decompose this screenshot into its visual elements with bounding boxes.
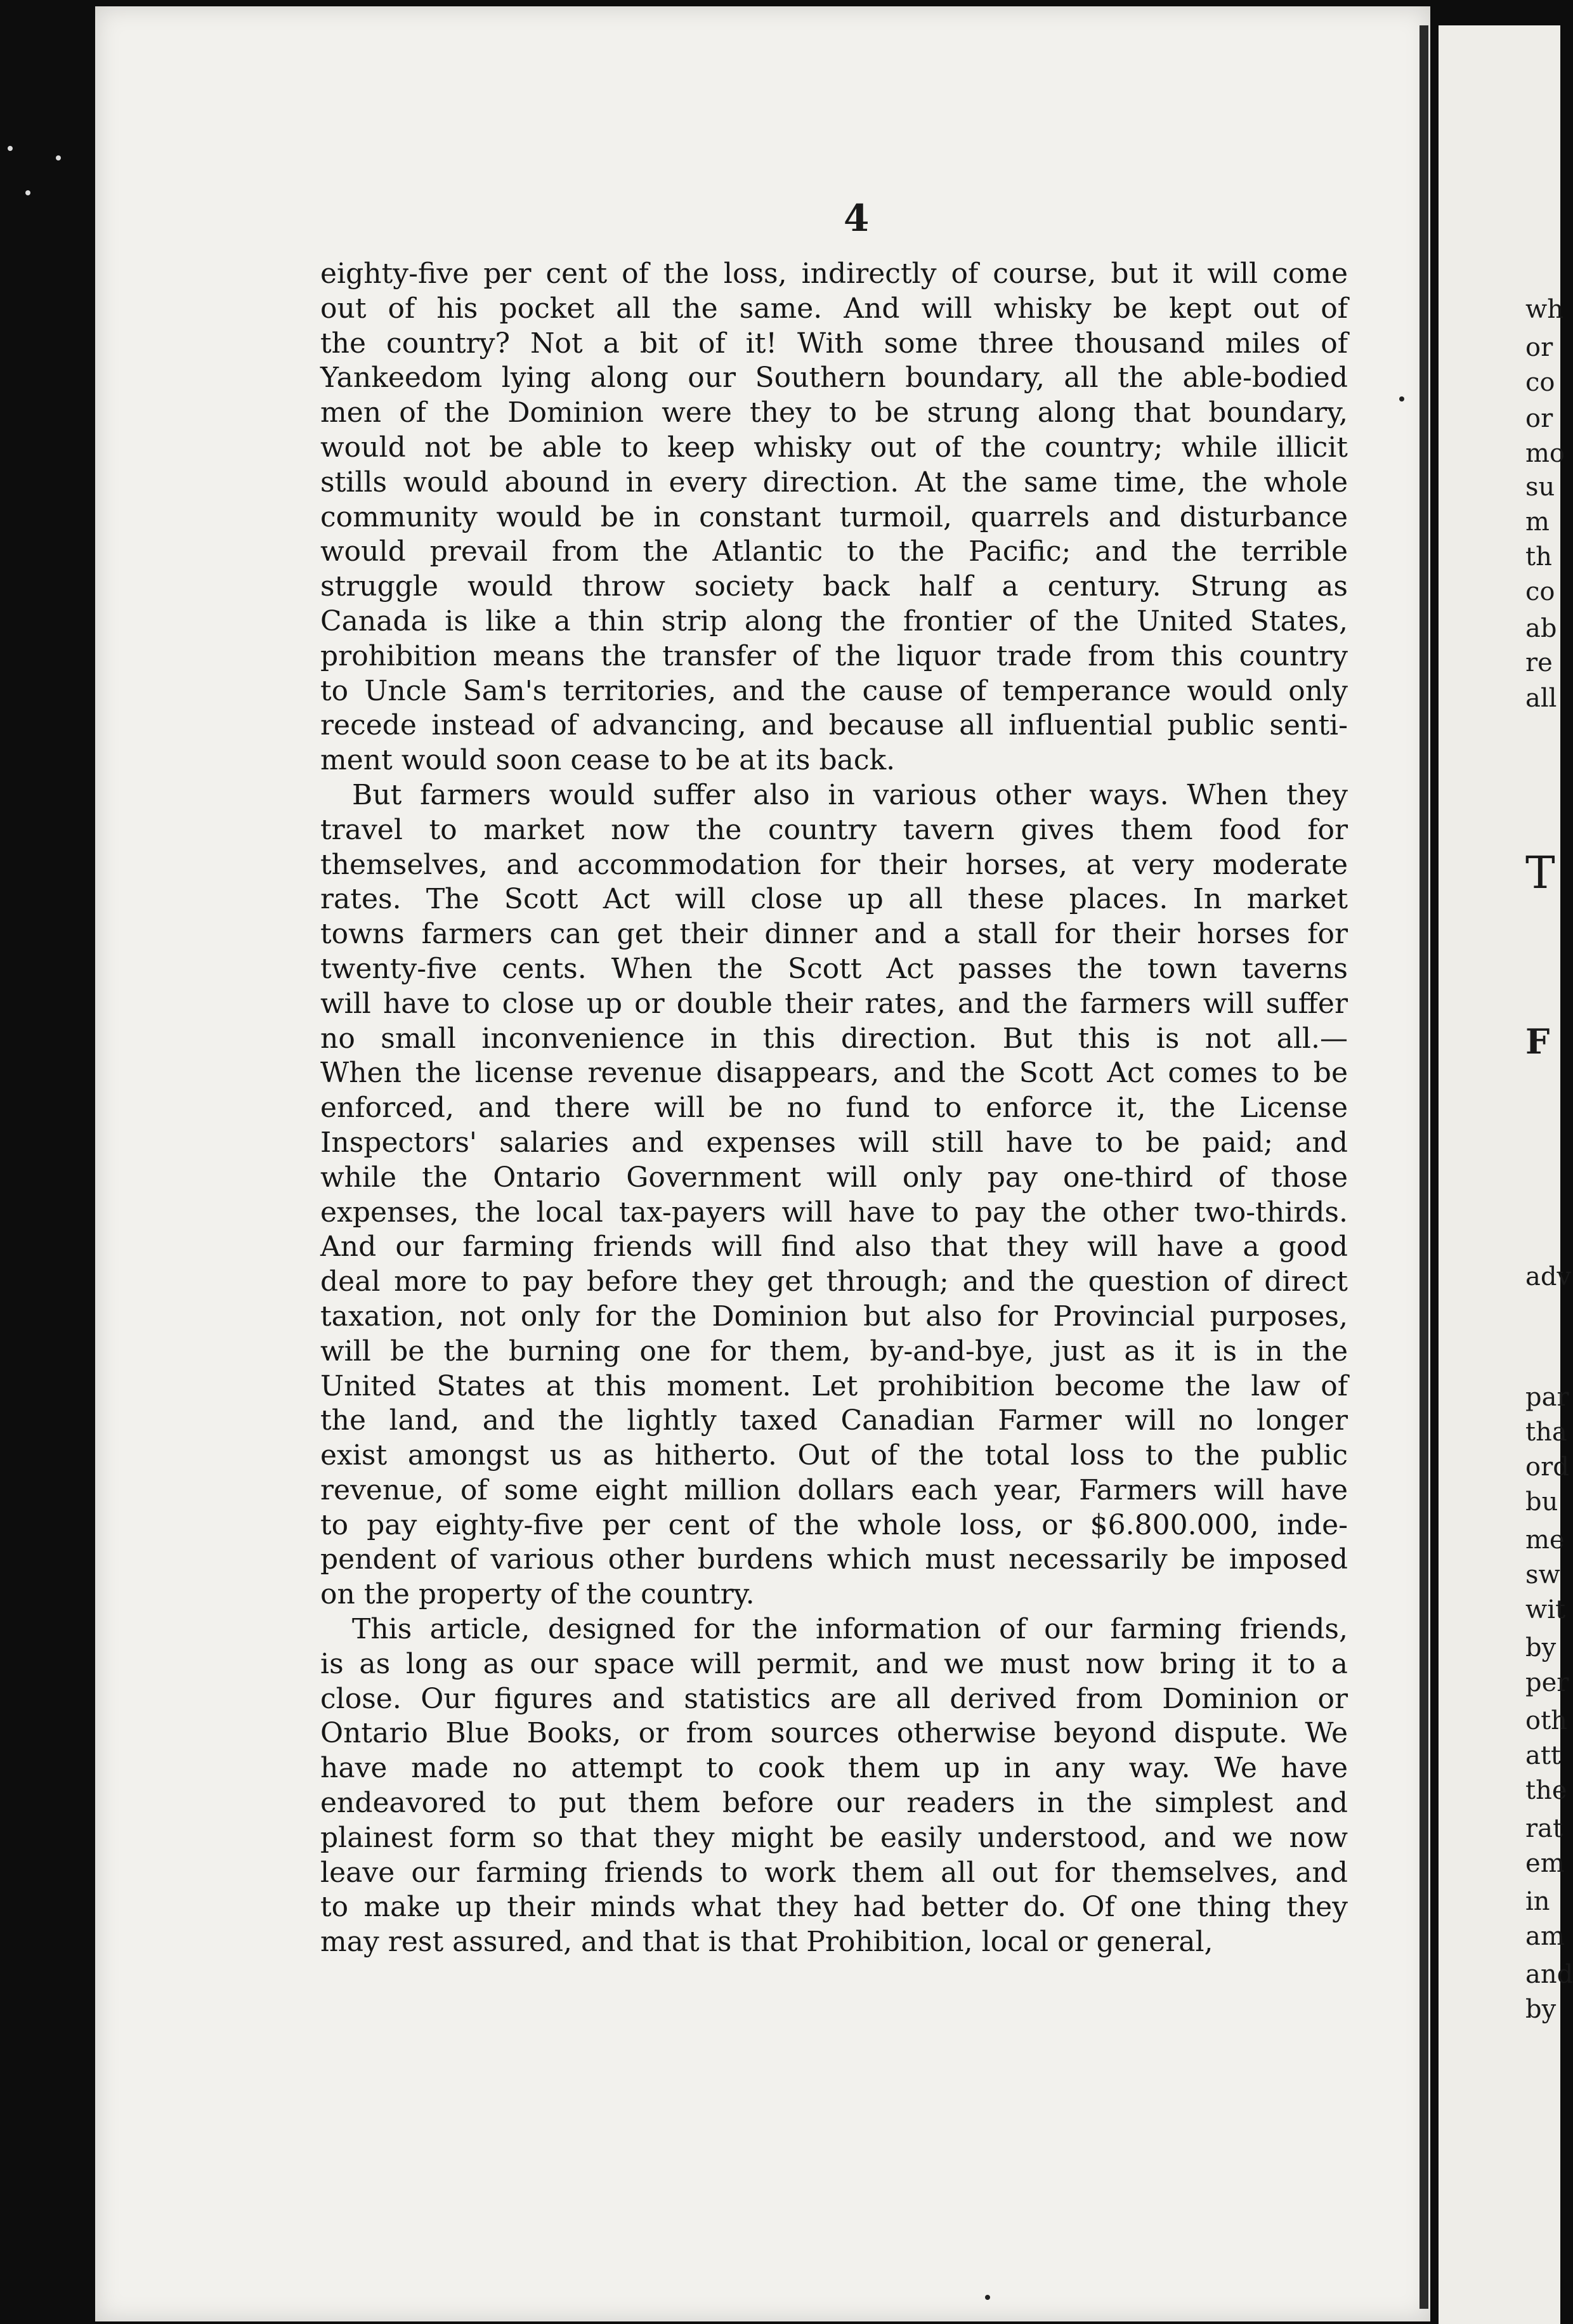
adjacent-page-fragment: am: [1525, 1922, 1565, 1951]
text-line: stills would abound in every direction. At the same time, the whole: [320, 466, 1348, 499]
adjacent-page-fragment: tha: [1525, 1418, 1567, 1447]
paragraph: [320, 257, 1348, 778]
text-line: on the property of the country.: [320, 1578, 755, 1611]
adjacent-page-fragment: the: [1525, 1776, 1567, 1805]
adjacent-page-fragment: and: [1525, 1960, 1573, 1989]
text-line: out of his pocket all the same. And will whisky be kept out of: [320, 292, 1348, 325]
text-line: while the Ontario Government will only pay one-third of those: [320, 1161, 1348, 1194]
adjacent-page-fragment: or: [1525, 404, 1553, 433]
text-line: Canada is like a thin strip along the frontier of the United States,: [320, 604, 1348, 637]
text-line: expenses, the local tax-payers will have to pay the other two-thirds.: [320, 1196, 1348, 1229]
adjacent-page-fragment: th: [1525, 542, 1552, 571]
text-line: is as long as our space will permit, and we must now bring it to a: [320, 1647, 1348, 1680]
adjacent-page-fragment: ord: [1525, 1452, 1569, 1482]
text-line: ment would soon cease to be at its back.: [320, 744, 896, 777]
text-line: exist amongst us as hitherto. Out of the total loss to the public: [320, 1439, 1348, 1472]
adjacent-page-fragment: wit: [1525, 1595, 1566, 1624]
text-line: enforced, and there will be no fund to enforce it, the License: [320, 1092, 1348, 1125]
text-line: will be the burning one for them, by-and-bye, just as it is in the: [320, 1335, 1348, 1368]
adjacent-page-fragment: co: [1525, 577, 1555, 606]
adjacent-page-fragment: ab: [1525, 614, 1557, 643]
adjacent-page-fragment: re: [1525, 648, 1553, 677]
text-line: eighty-five per cent of the loss, indirectly of course, but it will come: [320, 258, 1348, 290]
page-number: 4: [844, 197, 870, 240]
text-line: taxation, not only for the Dominion but also for Provincial purposes,: [320, 1300, 1348, 1333]
text-line: revenue, of some eight million dollars each year, Farmers will have: [320, 1473, 1348, 1506]
adjacent-page-fragment: co: [1525, 368, 1555, 397]
text-line: recede instead of advancing, and because all influential public senti-: [320, 709, 1348, 742]
adjacent-page-fragment: or: [1525, 333, 1553, 362]
adjacent-page-fragment: adv: [1525, 1262, 1572, 1291]
text-line: have made no attempt to cook them up in any way. We have: [320, 1752, 1348, 1785]
adjacent-page-fragment: in: [1525, 1887, 1550, 1916]
adjacent-page-fragment: by: [1525, 1633, 1557, 1662]
text-line: travel to market now the country tavern gives them food for: [320, 813, 1348, 846]
text-line: will have to close up or double their rates, and the farmers will suffer: [320, 987, 1348, 1020]
adjacent-page-fragment: m: [1525, 507, 1550, 537]
text-line: twenty-five cents. When the Scott Act passes the town taverns: [320, 952, 1348, 985]
text-line: When the license revenue disappears, and the Scott Act comes to be: [320, 1057, 1348, 1090]
text-line: close. Our figures and statistics are all derived from Dominion or: [320, 1682, 1348, 1715]
text-line: plainest form so that they might be easily understood, and we now: [320, 1821, 1348, 1854]
text-line: to Uncle Sam's territories, and the cause of temperance would only: [320, 674, 1348, 707]
text-line: no small inconvenience in this direction. But this is not all.—: [320, 1022, 1348, 1055]
text-line: rates. The Scott Act will close up all these places. In market: [320, 883, 1348, 916]
adjacent-page-fragment: all: [1525, 684, 1557, 713]
speck: [985, 2295, 990, 2300]
speck: [25, 190, 30, 195]
text-line: community would be in constant turmoil, quarrels and disturbance: [320, 500, 1348, 533]
text-line: prohibition means the transfer of the liquor trade from this country: [320, 639, 1348, 672]
text-line: This article, designed for the information of our farming friends,: [352, 1613, 1348, 1646]
text-line: United States at this moment. Let prohibition become the law of: [320, 1369, 1348, 1402]
adjacent-page-fragment: att: [1525, 1741, 1561, 1770]
text-line: would prevail from the Atlantic to the Pacific; and the terrible: [320, 535, 1348, 568]
text-line: may rest assured, and that is that Prohibition, local or general,: [320, 1926, 1213, 1959]
adjacent-page-fragment: rat: [1525, 1814, 1563, 1843]
text-line: the land, and the lightly taxed Canadian Farmer will no longer: [320, 1404, 1348, 1437]
text-line: would not be able to keep whisky out of the country; while illicit: [320, 431, 1348, 464]
paragraph: [320, 1612, 1348, 1960]
text-line: endeavored to put them before our readers in the simplest and: [320, 1787, 1348, 1820]
adjacent-page-fragment: par: [1525, 1383, 1569, 1412]
adjacent-page-fragment: T: [1525, 847, 1555, 899]
adjacent-page-fragment: F: [1525, 1021, 1550, 1062]
speck: [8, 146, 13, 151]
paragraph: [320, 778, 1348, 1612]
adjacent-page-fragment: em: [1525, 1849, 1565, 1878]
text-line: But farmers would suffer also in various other ways. When they: [352, 778, 1348, 811]
text-line: pendent of various other burdens which must necessarily be imposed: [320, 1543, 1348, 1576]
text-line: struggle would throw society back half a century. Strung as: [320, 570, 1348, 603]
text-line: themselves, and accommodation for their horses, at very moderate: [320, 848, 1348, 881]
speck: [1399, 396, 1404, 401]
text-line: to pay eighty-five per cent of the whole loss, or $6.800.000, inde-: [320, 1508, 1348, 1541]
adjacent-page-fragment: per: [1525, 1668, 1569, 1697]
book-gutter: [1420, 25, 1428, 2309]
adjacent-page-fragment: su: [1525, 473, 1555, 502]
text-line: towns farmers can get their dinner and a stall for their horses for: [320, 918, 1348, 951]
text-line: to make up their minds what they had better do. Of one thing they: [320, 1891, 1348, 1924]
adjacent-page-fragment: bu: [1525, 1487, 1558, 1517]
speck: [56, 155, 61, 160]
text-line: Yankeedom lying along our Southern boundary, all the able-bodied: [320, 362, 1348, 395]
text-line: deal more to pay before they get through; and the question of direct: [320, 1265, 1348, 1298]
text-line: the country? Not a bit of it! With some three thousand miles of: [320, 327, 1348, 360]
adjacent-page-fragment: mo: [1525, 439, 1565, 468]
text-line: And our farming friends will find also that they will have a good: [320, 1231, 1348, 1263]
adjacent-page-fragment: me: [1525, 1525, 1565, 1555]
adjacent-page-fragment: oth: [1525, 1706, 1567, 1735]
text-line: leave our farming friends to work them all out for themselves, and: [320, 1856, 1348, 1889]
adjacent-page-fragment: sw: [1525, 1560, 1560, 1590]
text-line: Ontario Blue Books, or from sources otherwise beyond dispute. We: [320, 1717, 1348, 1750]
body-text: [320, 257, 1348, 1960]
text-line: Inspectors' salaries and expenses will still have to be paid; and: [320, 1126, 1348, 1159]
adjacent-page-fragment: wh: [1525, 295, 1563, 324]
adjacent-page-fragment: by: [1525, 1995, 1557, 2024]
text-line: men of the Dominion were they to be strung along that boundary,: [320, 396, 1348, 429]
